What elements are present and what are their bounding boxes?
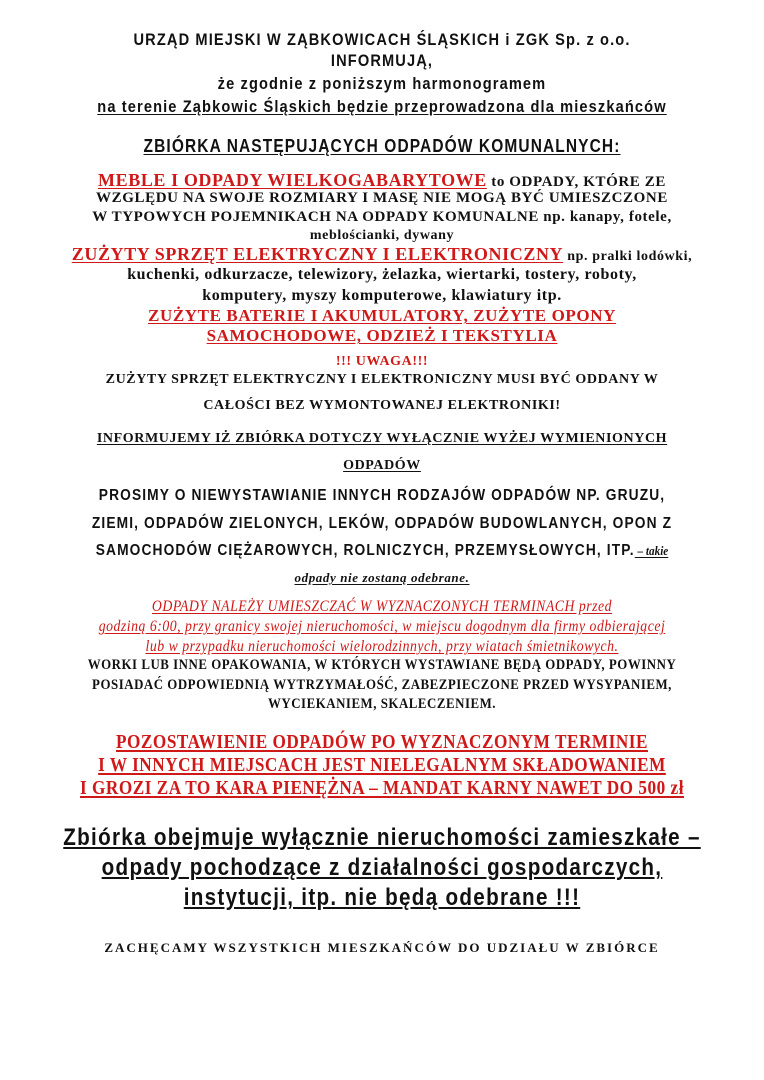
header-schedule: że zgodnie z poniższym harmonogramem	[217, 74, 547, 93]
bags-line-1: WORKI LUB INNE OPAKOWANIA, W KTÓRYCH WYSTAWIANE BĘDĄ ODPADY, POWINNY	[87, 657, 677, 673]
request-line-3-tail: – takie	[634, 543, 669, 558]
info-line-1: INFORMUJEMY IŻ ZBIÓRKA DOTYCZY WYŁĄCZNIE WYŻEJ WYMIENIONYCH	[96, 431, 668, 446]
electronics-title: ZUŻYTY SPRZĘT ELEKTRYCZNY I ELEKTRONICZNY	[71, 244, 564, 264]
placement-line-1: ODPADY NALEŻY UMIESZCZAĆ W WYZNACZONYCH TERMINACH przed	[151, 598, 613, 615]
scope-line-3: instytucji, itp. nie będą odebrane !!!	[183, 884, 581, 911]
furniture-line-2: WZGLĘDU NA SWOJE ROZMIARY I MASĘ NIE MOGĄ BYĆ UMIESZCZONE	[96, 190, 668, 206]
header-authority: URZĄD MIEJSKI W ZĄBKOWICACH ŚLĄSKICH i ZGK Sp. z o.o.	[133, 30, 631, 49]
electronics-line-2: kuchenki, odkurzacze, telewizory, żelazka, wiertarki, tostery, roboty,	[127, 266, 637, 283]
bags-line-2: POSIADAĆ ODPOWIEDNIĄ WYTRZYMAŁOŚĆ, ZABEZPIECZONE PRZED WYSYPANIEM,	[92, 677, 672, 693]
section-title: ZBIÓRKA NASTĘPUJĄCYCH ODPADÓW KOMUNALNYCH:	[143, 136, 621, 156]
header-inform: INFORMUJĄ,	[330, 51, 434, 70]
furniture-line-3: W TYPOWYCH POJEMNIKACH NA ODPADY KOMUNALNE np. kanapy, fotele,	[92, 209, 672, 225]
placement-line-3: lub w przypadku nieruchomości wielorodzinnych, przy wiatach śmietnikowych.	[145, 638, 619, 655]
scope-line-1: Zbiórka obejmuje wyłącznie nieruchomości zamieszkałe –	[63, 824, 701, 851]
request-line-3-text: SAMOCHODÓW CIĘŻAROWYCH, ROLNICZYCH, PRZEMYSŁOWYCH, ITP.	[95, 542, 635, 559]
penalty-line-2: I W INNYCH MIEJSCACH JEST NIELEGALNYM SKŁADOWANIEM	[98, 754, 666, 776]
penalty-line-3: I GROZI ZA TO KARA PIENĘŻNA – MANDAT KARNY NAWET DO 500 zł	[80, 777, 684, 799]
furniture-title: MEBLE I ODPADY WIELKOGABARYTOWE	[98, 170, 487, 190]
furniture-intro: to ODPADY, KTÓRE ZE	[486, 174, 666, 190]
info-line-2: ODPADÓW	[343, 458, 421, 473]
request-line-1: PROSIMY O NIEWYSTAWIANIE INNYCH RODZAJÓW ODPADÓW NP. GRUZU,	[98, 487, 666, 504]
warning-title: !!! UWAGA!!!	[335, 354, 429, 369]
batteries-line-1: ZUŻYTE BATERIE I AKUMULATORY, ZUŻYTE OPONY	[148, 306, 616, 325]
warning-line-2: CAŁOŚCI BEZ WYMONTOWANEJ ELEKTRONIKI!	[203, 398, 561, 413]
request-line-3	[53, 542, 710, 560]
request-line-4: odpady nie zostaną odebrane.	[294, 570, 470, 585]
electronics-intro: np. pralki lodówki,	[563, 249, 693, 264]
electronics-line-3: komputery, myszy komputerowe, klawiatury itp.	[202, 287, 562, 304]
header-area: na terenie Ząbkowic Śląskich będzie przeprowadzona dla mieszkańców	[97, 97, 667, 116]
scope-line-2: odpady pochodzące z działalności gospodarczych,	[101, 854, 663, 881]
placement-line-2: godziną 6:00, przy granicy swojej nieruchomości, w miejscu dogodnym dla firmy odbierającej	[98, 618, 666, 635]
furniture-line-4: meblościanki, dywany	[309, 228, 455, 243]
bags-line-3: WYCIEKANIEM, SKALECZENIEM.	[267, 696, 497, 712]
electronics-line-1	[0, 244, 764, 265]
request-line-2: ZIEMI, ODPADÓW ZIELONYCH, LEKÓW, ODPADÓW BUDOWLANYCH, OPON Z	[91, 515, 673, 532]
furniture-line-1	[0, 170, 764, 191]
warning-line-1: ZUŻYTY SPRZĘT ELEKTRYCZNY I ELEKTRONICZNY MUSI BYĆ ODDANY W	[105, 372, 659, 387]
batteries-line-2: SAMOCHODOWE, ODZIEŻ I TEKSTYLIA	[206, 326, 558, 345]
penalty-line-1: POZOSTAWIENIE ODPADÓW PO WYZNACZONYM TERMINIE	[116, 731, 648, 753]
closing-message: ZACHĘCAMY WSZYSTKICH MIESZKAŃCÓW DO UDZIAŁU W ZBIÓRCE	[104, 940, 660, 955]
